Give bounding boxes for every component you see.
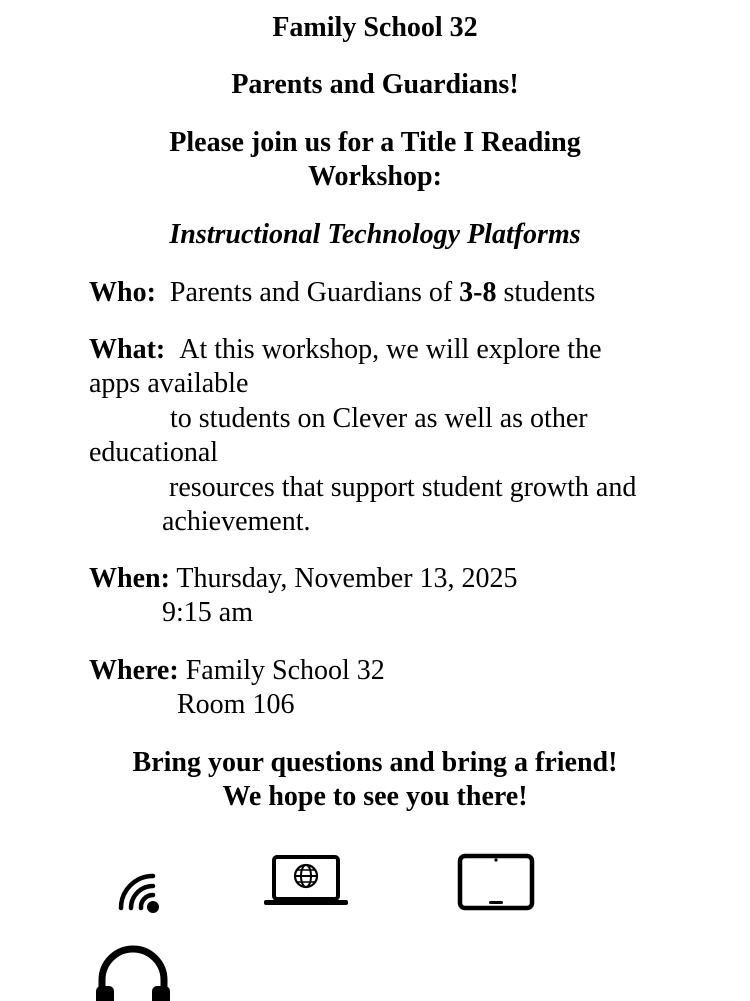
where-room: Room 106 [177,689,295,720]
who-text-before: Parents and Guardians of [169,277,453,308]
tablet-icon [456,852,536,912]
closing-line2: We hope to see you there! [222,781,528,812]
when-time: 9:15 am [162,597,253,628]
what-label: What: [89,334,166,365]
where-place: Family School 32 [185,655,385,686]
globe-icon [295,865,317,887]
what-line2: apps available [89,368,249,399]
workshop-topic: Instructional Technology Platforms [169,219,581,250]
when-row [89,562,518,596]
school-title: Family School 32 [272,12,478,43]
what-line6: achievement. [162,506,311,537]
wifi-icon [110,862,166,918]
greeting-heading: Parents and Guardians! [231,69,519,100]
what-row [89,333,602,367]
when-date: Thursday, November 13, 2025 [176,563,518,594]
who-row [89,276,595,310]
when-label: When: [89,563,170,594]
what-line4: educational [89,437,219,468]
who-label: Who: [89,277,156,308]
invite-heading-line1: Please join us for a Title I Reading [169,127,581,158]
what-line3: to students on Clever as well as other [170,403,588,434]
who-text-after: students [503,277,596,308]
headphones-icon [94,942,172,1001]
who-grades: 3-8 [459,277,497,308]
closing-line1: Bring your questions and bring a friend! [132,747,618,778]
what-line1: At this workshop, we will explore the [179,334,602,365]
what-line5: resources that support student growth and [169,472,637,503]
where-row [89,654,385,688]
laptop-globe-icon [262,853,350,909]
invite-heading-line2: Workshop: [308,161,442,192]
where-label: Where: [89,655,179,686]
